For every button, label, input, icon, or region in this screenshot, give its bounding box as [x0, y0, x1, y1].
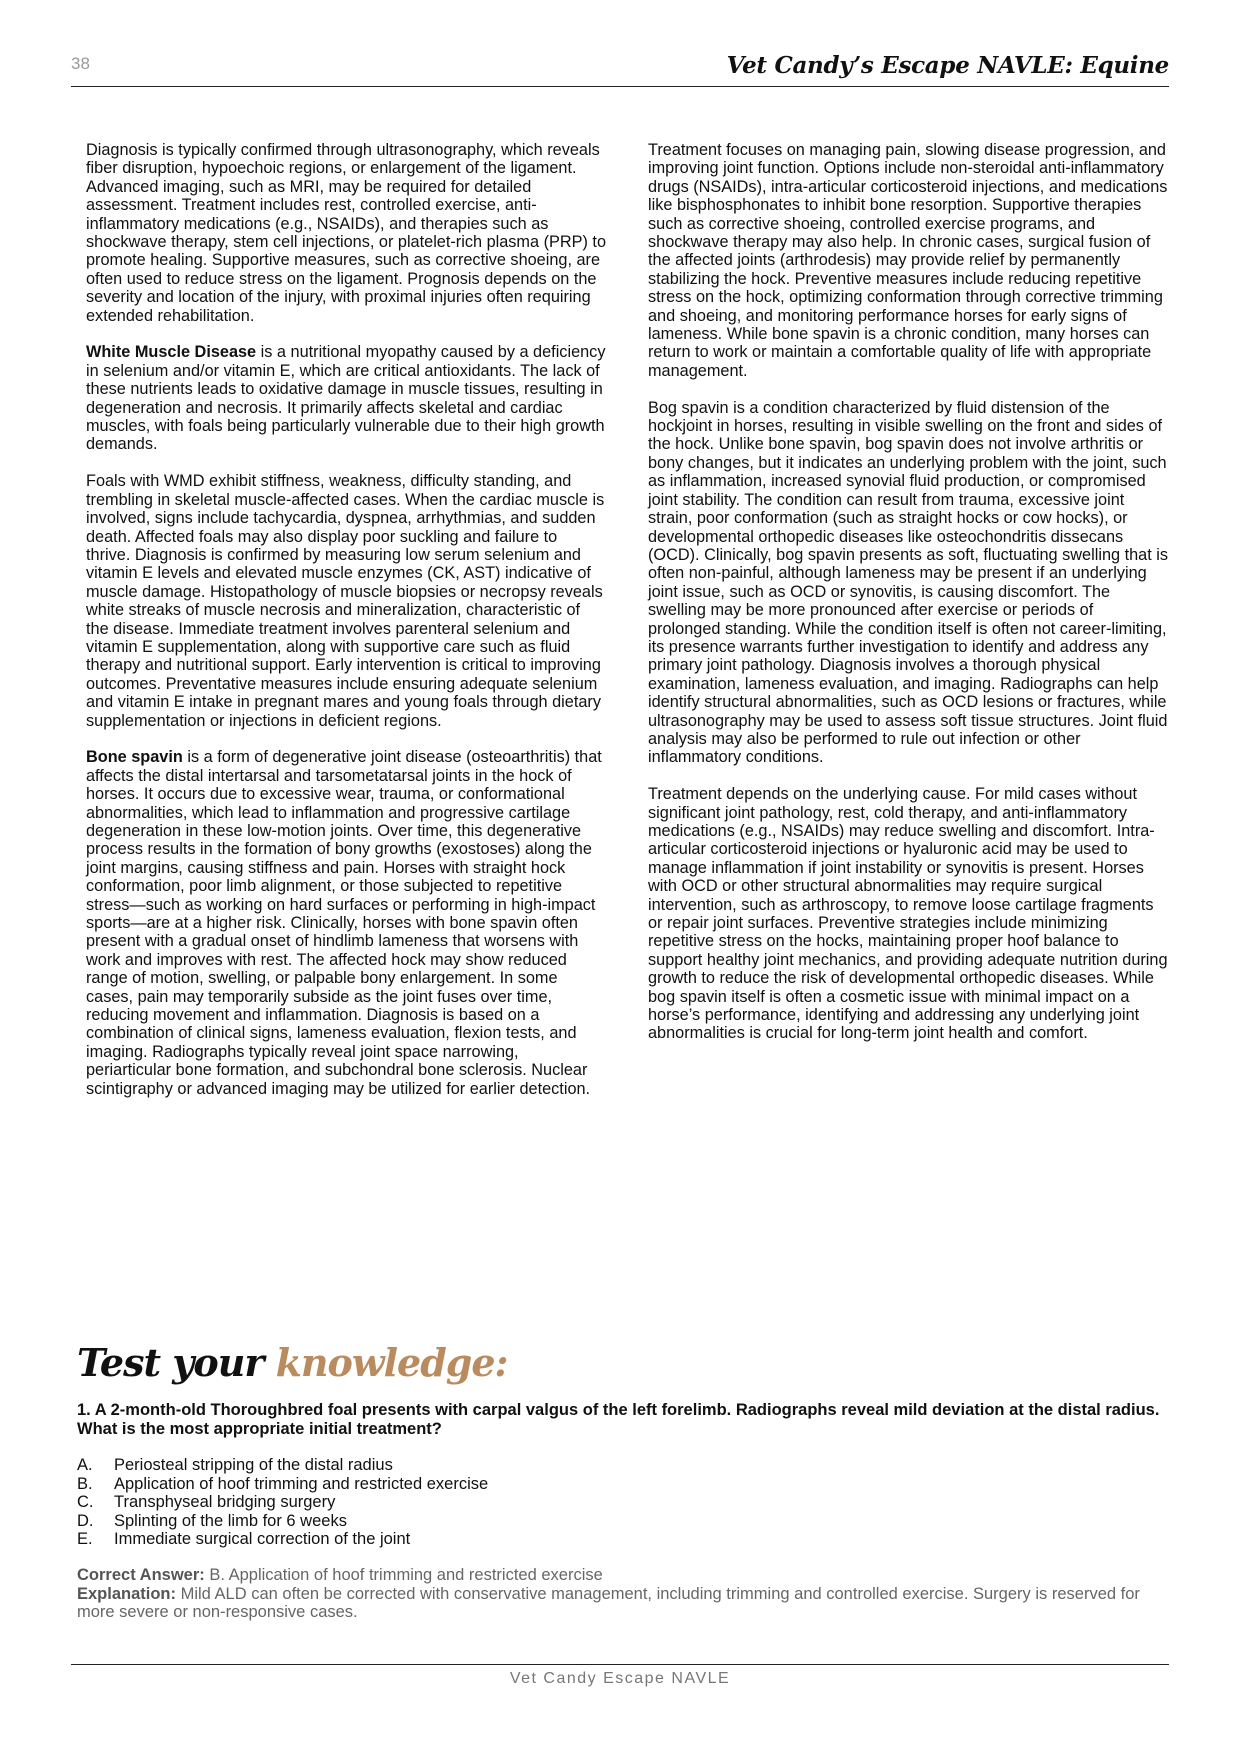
paragraph-ligament-diagnosis: Diagnosis is typically confirmed through ultrasonography, which reveals fiber disruption, hypoechoic regions, or enlargement of the ligament. Advanced imaging, such as MRI, may be required for detailed assessment. Treatment includes rest, controlled exercise, anti-inflammatory medications (e.g., NSAIDs), and therapies such as shockwave therapy, stem cell injections, or platelet-rich plasma (PRP) to promote healing. Supportive measures, such as corrective shoeing, are often used to reduce stress on the ligament. Prognosis depends on the severity and location of the injury, with proximal injuries often requiring extended rehabilitation.	[86, 141, 606, 325]
term-bone-spavin: Bone spavin	[86, 748, 183, 767]
quiz-question: 1. A 2-month-old Thoroughbred foal presents with carpal valgus of the left forelimb. Radiographs reveal mild deviation at the distal radius. What is the most appropriate initial treatment?	[77, 1401, 1160, 1438]
left-column	[86, 141, 606, 1116]
option-text: Application of hoof trimming and restricted exercise	[114, 1474, 489, 1493]
option-text: Immediate surgical correction of the joint	[114, 1530, 411, 1549]
option-text: Periosteal stripping of the distal radius	[114, 1456, 393, 1474]
option-e	[77, 1530, 488, 1549]
option-letter: B.	[77, 1474, 93, 1493]
page-header	[71, 52, 1169, 87]
bone-spavin-definition: is a form of degenerative joint disease (osteoarthritis) that affects the distal intertarsal and tarsometatarsal joints in the hock of horses. It occurs due to excessive wear, trauma, or conformational abnormalities, which lead to inflammation and progressive cartilage degeneration in these low-motion joints. Over time, this degenerative process results in the formation of bony growths (exostoses) along the joint margins, causing stiffness and pain. Horses with straight hock conformation, poor limb alignment, or those subjected to repetitive stress—such as working on hard surfaces or performing in high-impact sports—are at a higher risk. Clinically, horses with bone spavin often present with a gradual onset of hindlimb lameness that worsens with work and improves with rest. The affected hock may show reduced range of motion, swelling, or palpable bony enlargement. In some cases, pain may temporarily subside as the joint fuses over time, reducing movement and inflammation. Diagnosis is based on a combination of clinical signs, lameness evaluation, flexion tests, and imaging. Radiographs typically reveal joint space narrowing, periarticular bone formation, and subchondral bone sclerosis. Nuclear scintigraphy or advanced imaging may be utilized for earlier detection.	[86, 748, 602, 1098]
answer-block	[77, 1566, 1167, 1622]
wmd-definition: is a nutritional myopathy caused by a deficiency in selenium and/or vitamin E, which are critical antioxidants. The lack of these nutrients leads to oxidative damage in muscle tissues, resulting in degeneration and necrosis. It primarily affects skeletal and cardiac muscles, with foals being particularly vulnerable due to their high growth demands.	[86, 343, 606, 454]
paragraph-white-muscle-disease	[86, 343, 606, 453]
option-text: Transphyseal bridging surgery	[114, 1493, 336, 1512]
explanation	[77, 1585, 1167, 1622]
paragraph-bog-spavin: Bog spavin is a condition characterized by fluid distension of the hockjoint in horses, resulting in visible swelling on the front and sides of the hock. Unlike bone spavin, bog spavin does not involve arthritis or bony changes, but it indicates an underlying problem with the joint, such as inflammation, increased synovial fluid production, or compromised joint stability. The condition can result from trauma, excessive joint strain, poor conformation (such as straight hocks or cow hocks), or developmental orthopedic diseases like osteochondritis dissecans (OCD). Clinically, bog spavin presents as soft, fluctuating swelling that is often non-painful, although lameness may be present if an underlying joint issue, such as OCD or synovitis, is causing discomfort. The swelling may be more pronounced after exercise or periods of prolonged standing. While the condition itself is often not career-limiting, its presence warrants further investigation to identify and address any primary joint pathology. Diagnosis involves a thorough physical examination, lameness evaluation, and imaging. Radiographs can help identify structural abnormalities, such as OCD lesions or fractures, while ultrasonography may be used to assess soft tissue structures. Joint fluid analysis may also be performed to rule out infection or other inflammatory conditions.	[648, 398, 1169, 767]
option-letter: D.	[77, 1511, 94, 1530]
option-letter: A.	[77, 1456, 93, 1474]
paragraph-bone-spavin-treatment: Treatment focuses on managing pain, slowing disease progression, and improving joint function. Options include non-steroidal anti-inflammatory drugs (NSAIDs), intra-articular corticosteroid injections, and medications like bisphosphonates to inhibit bone resorption. Supportive therapies such as corrective shoeing, controlled exercise programs, and shockwave therapy may also help. In chronic cases, surgical fusion of the affected joints (arthrodesis) may provide relief by permanently stabilizing the hock. Preventive measures include reducing repetitive stress on the hock, optimizing conformation through corrective trimming and shoeing, and monitoring performance horses for early signs of lameness. While bone spavin is a chronic condition, many horses can return to work or maintain a comfortable quality of life with appropriate management.	[648, 141, 1168, 380]
footer-text: Vet Candy Escape NAVLE	[509, 1670, 731, 1687]
page-number: 38	[71, 54, 90, 73]
option-letter: C.	[77, 1493, 94, 1512]
option-a	[77, 1456, 488, 1475]
correct-answer-label: Correct Answer:	[77, 1566, 205, 1584]
heading-part-1: Test your	[77, 1340, 276, 1385]
correct-answer	[77, 1566, 1167, 1585]
paragraph-bog-spavin-treatment: Treatment depends on the underlying cause. For mild cases without significant joint pathology, rest, cold therapy, and anti-inflammatory medications (e.g., NSAIDs) may reduce swelling and discomfort. Intra-articular corticosteroid injections or hyaluronic acid may be used to manage inflammation if joint instability or synovitis is present. Horses with OCD or other structural abnormalities may require surgical intervention, such as arthroscopy, to remove loose cartilage fragments or repair joint surfaces. Preventive strategies include minimizing repetitive stress on the hocks, maintaining proper hoof balance to support healthy joint mechanics, and providing adequate nutrition during growth to reduce the risk of developmental orthopedic diseases. While bog spavin itself is often a cosmetic issue with minimal impact on a horse’s performance, identifying and addressing any underlying joint abnormalities is crucial for long-term joint health and comfort.	[648, 785, 1168, 1043]
answer-options	[77, 1456, 488, 1549]
term-white-muscle-disease: White Muscle Disease	[86, 343, 257, 362]
heading-accent: knowledge:	[275, 1340, 508, 1385]
footer-divider	[71, 1664, 1169, 1665]
option-c	[77, 1493, 488, 1512]
test-your-knowledge-heading	[77, 1340, 508, 1385]
explanation-label: Explanation:	[77, 1584, 177, 1603]
right-column	[648, 141, 1168, 1061]
option-letter: E.	[77, 1530, 93, 1549]
correct-answer-text: B. Application of hoof trimming and restricted exercise	[204, 1566, 603, 1584]
paragraph-wmd-signs: Foals with WMD exhibit stiffness, weakness, difficulty standing, and trembling in skeletal muscle-affected cases. When the cardiac muscle is involved, signs include tachycardia, dyspnea, arrhythmias, and sudden death. Affected foals may also display poor suckling and failure to thrive. Diagnosis is confirmed by measuring low serum selenium and vitamin E levels and elevated muscle enzymes (CK, AST) indicative of muscle damage. Histopathology of muscle biopsies or necropsy reveals white streaks of muscle necrosis and mineralization, characteristic of the disease. Immediate treatment involves parenteral selenium and vitamin E supplementation, along with supportive care such as fluid therapy and nutritional support. Early intervention is critical to improving outcomes. Preventative measures include ensuring adequate selenium and vitamin E intake in pregnant mares and young foals through dietary supplementation or injections in deficient regions.	[86, 472, 605, 730]
book-title: Vet Candy’s Escape NAVLE: Equine	[726, 52, 1169, 79]
paragraph-bone-spavin	[86, 748, 606, 1098]
option-text: Splinting of the limb for 6 weeks	[114, 1511, 347, 1530]
option-d	[77, 1512, 488, 1531]
option-b	[77, 1475, 488, 1494]
explanation-text: Mild ALD can often be corrected with conservative management, including trimming and controlled exercise. Surgery is reserved for more severe or non-responsive cases.	[77, 1584, 1140, 1622]
